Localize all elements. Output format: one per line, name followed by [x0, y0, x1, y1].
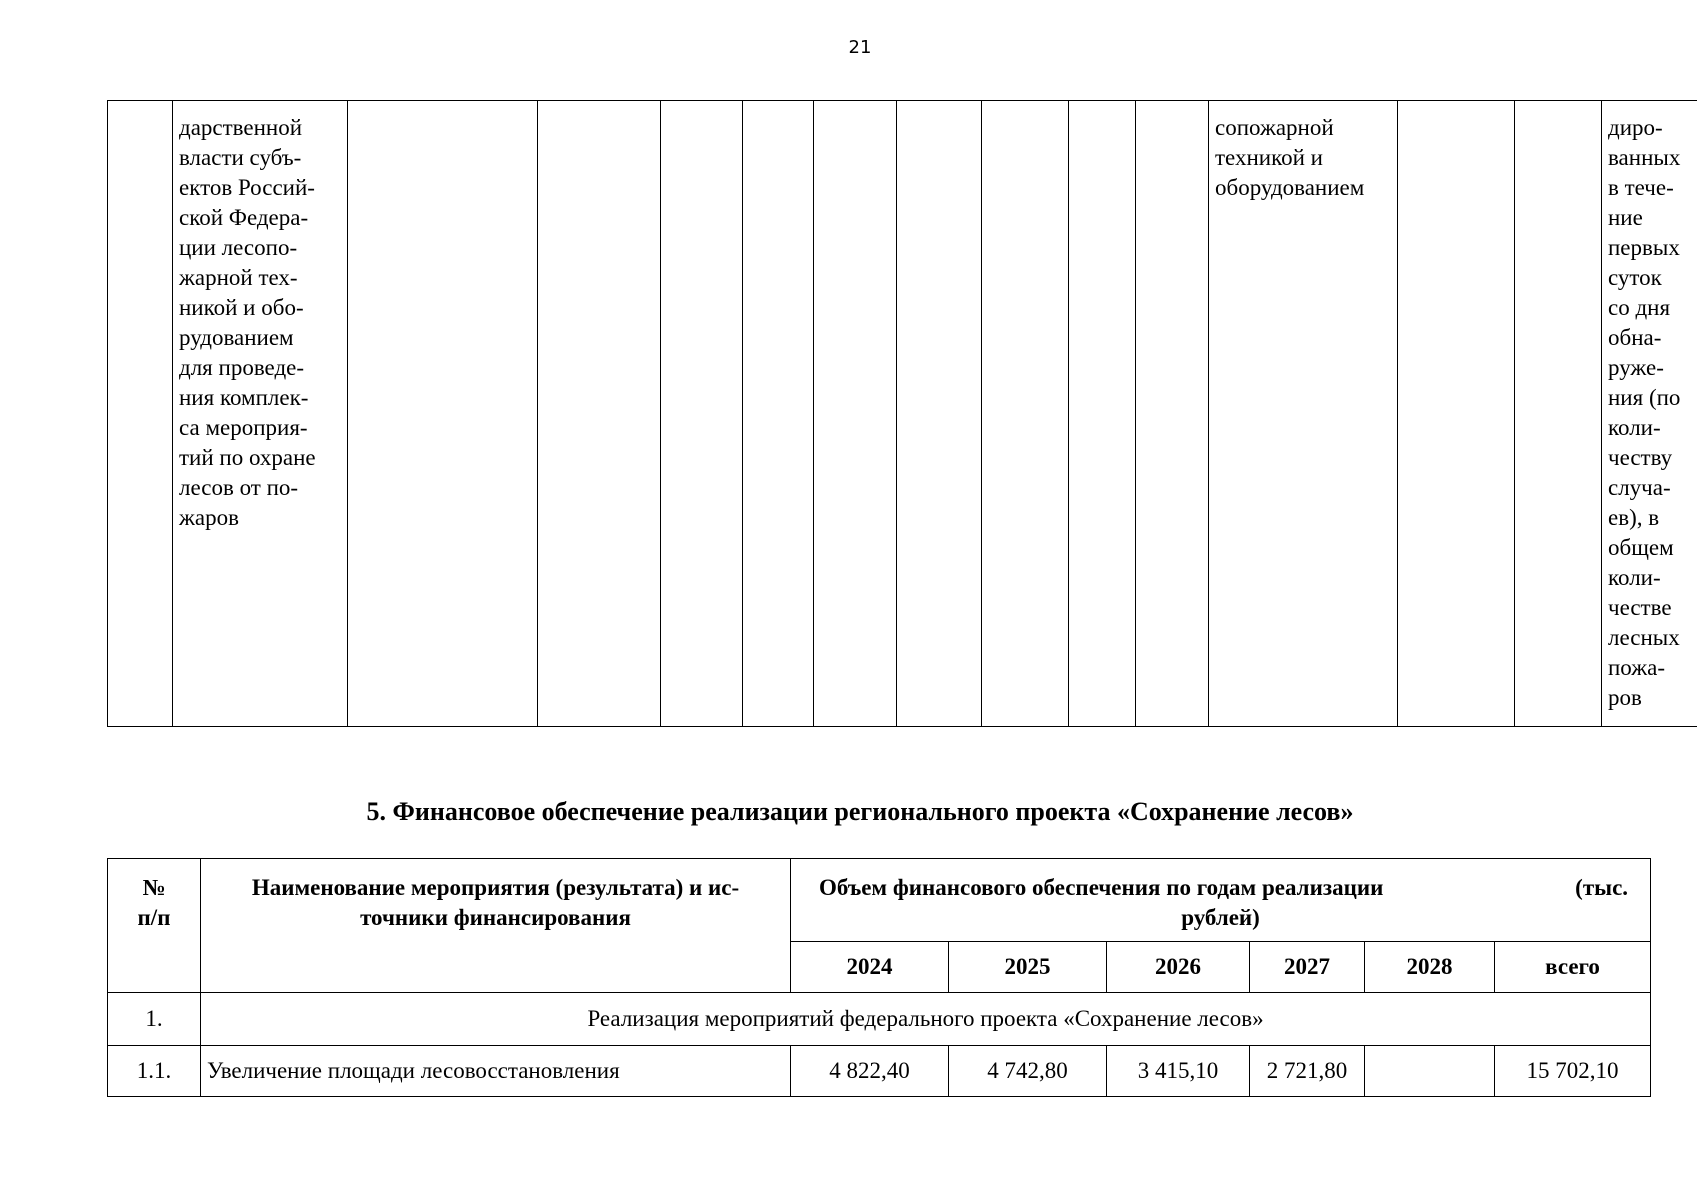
cell-line: обна- [1608, 325, 1662, 350]
cell-line: ванных [1608, 145, 1681, 170]
year-header: 2025 [949, 942, 1107, 993]
cell-line: жаров [179, 505, 239, 530]
cell-text [1608, 113, 1697, 713]
cell-line: в тече- [1608, 175, 1674, 200]
section-title-cell: Реализация мероприятий федерального проекта «Сохранение лесов» [201, 993, 1651, 1046]
cell-line: ров [1608, 685, 1642, 710]
table-cell-equipment [1209, 101, 1398, 727]
cell-line: случа- [1608, 475, 1671, 500]
cell-line: со дня [1608, 295, 1671, 320]
total-cell: 15 702,10 [1495, 1046, 1651, 1097]
cell-line: ции лесопо- [179, 235, 298, 260]
header-volume-line2: рублей) [1181, 905, 1260, 930]
cell-line: сопожарной [1215, 115, 1334, 140]
table-cell [108, 101, 173, 727]
cell-line: ев), в [1608, 505, 1660, 530]
cell-line: ния комплек- [179, 385, 309, 410]
table-cell [1398, 101, 1515, 727]
cell-line: ектов Россий- [179, 175, 315, 200]
year-header: 2027 [1250, 942, 1365, 993]
cell-line: ния (по [1608, 385, 1681, 410]
cell-line: ние [1608, 205, 1643, 230]
cell-line: лесов от по- [179, 475, 299, 500]
header-name [201, 859, 791, 993]
year-header: 2026 [1107, 942, 1250, 993]
cell-line: суток [1608, 265, 1662, 290]
cell-text [179, 113, 341, 533]
table-cell [348, 101, 538, 727]
item-num: 1.1. [108, 1046, 201, 1097]
section-row [108, 993, 1651, 1046]
page-number: 21 [848, 37, 872, 58]
table-cell [1069, 101, 1136, 727]
continuation-table [107, 100, 1697, 727]
value-cell: 4 822,40 [791, 1046, 949, 1097]
value-cell: 4 742,80 [949, 1046, 1107, 1097]
cell-line: честве [1608, 595, 1672, 620]
table-cell [1515, 101, 1602, 727]
header-num-line2: п/п [137, 905, 171, 930]
year-header: 2028 [1365, 942, 1495, 993]
header-volume-line1: Объем финансового обеспечения по годам реализации [819, 875, 1384, 900]
item-name: Увеличение площади лесовосстановления [201, 1046, 791, 1097]
cell-line: первых [1608, 235, 1680, 260]
cell-line: са мероприя- [179, 415, 308, 440]
table-cell [538, 101, 661, 727]
table-cell [1136, 101, 1209, 727]
header-num [108, 859, 201, 993]
cell-line: диро- [1608, 115, 1663, 140]
cell-line: тий по охране [179, 445, 316, 470]
finance-table [107, 858, 1651, 1097]
cell-line: ской Федера- [179, 205, 309, 230]
value-cell [1365, 1046, 1495, 1097]
cell-line: власти субъ- [179, 145, 302, 170]
table-cell [814, 101, 897, 727]
header-name-line2: точники финансирования [360, 905, 631, 930]
table-cell-indicator [1602, 101, 1697, 727]
table-cell [743, 101, 814, 727]
header-num-line1: № [142, 875, 166, 900]
cell-line: коли- [1608, 415, 1661, 440]
cell-line: никой и обо- [179, 295, 304, 320]
section-num: 1. [108, 993, 201, 1046]
continuation-row [108, 101, 1697, 727]
cell-line: для проведе- [179, 355, 305, 380]
table-cell [897, 101, 982, 727]
cell-line: техникой и [1215, 145, 1323, 170]
value-cell: 3 415,10 [1107, 1046, 1250, 1097]
year-header: 2024 [791, 942, 949, 993]
section-title: 5. Финансовое обеспечение реализации регионального проекта «Сохранение лесов» [366, 797, 1354, 826]
cell-line: лесных [1608, 625, 1680, 650]
total-header: всего [1495, 942, 1651, 993]
table-cell [982, 101, 1069, 727]
value-cell: 2 721,80 [1250, 1046, 1365, 1097]
header-volume-unit: (тыс. [1575, 875, 1629, 900]
cell-line: коли- [1608, 565, 1661, 590]
cell-text [1215, 113, 1391, 203]
header-name-line1: Наименование мероприятия (результата) и ис- [251, 875, 740, 900]
cell-line: общем [1608, 535, 1674, 560]
cell-line: оборудованием [1215, 175, 1365, 200]
cell-line: дарственной [179, 115, 303, 140]
table-cell [661, 101, 743, 727]
cell-line: жарной тех- [179, 265, 298, 290]
cell-line: рудованием [179, 325, 294, 350]
table-cell-responsible-body [173, 101, 348, 727]
header-volume [791, 859, 1651, 942]
cell-line: пожа- [1608, 655, 1665, 680]
cell-line: руже- [1608, 355, 1664, 380]
cell-line: честву [1608, 445, 1673, 470]
header-row [108, 859, 1651, 942]
table-row [108, 1046, 1651, 1097]
